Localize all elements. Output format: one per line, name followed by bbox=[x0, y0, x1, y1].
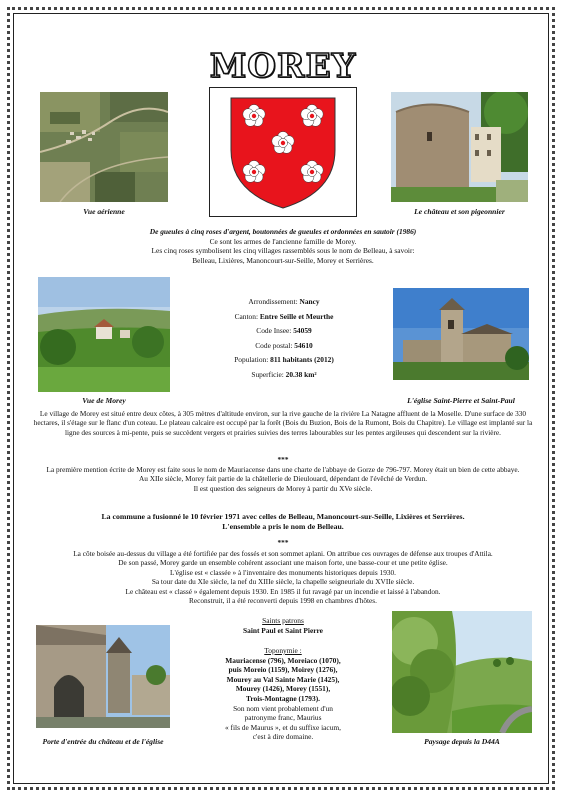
info-canton: Canton: Entre Seille et Meurthe bbox=[234, 311, 334, 321]
blazon-line: Belleau, Lixières, Manoncourt-sur-Seille, Morey et Serrières. bbox=[192, 255, 374, 265]
info-area: Superficie: 20.38 km² bbox=[251, 369, 317, 379]
caption-chateau: Le château et son pigeonnier bbox=[414, 207, 505, 216]
toponymy-line: c'est à dire domaine. bbox=[252, 732, 314, 742]
toponymy-line: « fils de Maurus », et du suffixe iacum, bbox=[224, 722, 342, 732]
caption-church: L'église Saint-Pierre et Saint-Paul bbox=[407, 396, 515, 405]
geography-paragraph: Le village de Morey est situé entre deux côtes, à 305 mètres d'altitude environ, sur la rive gauche de la rivière La Natagne affluent de la Moselle. D'une surface de 330 hectares, il s'étage sur le flanc d'un coteau. Le plateau calcaire est occupé par la forêt (Bois du Buzion, Bois de la Rumont, Bois du Chapitre). Le village est implanté sur la ligne des sources à mi-pente, puis se succèdent vergers et prairies suivies des terres labourables sur les pentes argileuses qui descendent sur la rivière. bbox=[33, 409, 533, 437]
toponymy-label: Toponymie : bbox=[264, 646, 302, 655]
patrons-value: Saint Paul et Saint Pierre bbox=[243, 625, 323, 635]
info-postal: Code postal: 54610 bbox=[255, 340, 313, 350]
history-line: La première mention écrite de Morey est faite sous le nom de Mauriacense dans une charte de l'abbaye de Gorze de 796-797. Morey était un bien de cette abbaye. bbox=[46, 465, 520, 474]
landscape-photo bbox=[392, 611, 532, 733]
heritage-line: De son passé, Morey garde un ensemble cohérent associant une maison forte, une basse-cour et une petite église. bbox=[118, 558, 448, 568]
history-line: Il est question des seigneurs de Morey à partir du XVe siècle. bbox=[193, 483, 373, 493]
caption-gate: Porte d'entrée du château et de l'église bbox=[42, 737, 164, 746]
heritage-line: La côte boisée au-dessus du village a été fortifiée par des fossés et son sommet aplani. On attribue ces ouvrages de défense aux troupes d'Attila. bbox=[73, 549, 493, 558]
heritage-line: Reconstruit, il a été reconverti depuis 1998 en chambres d'hôtes. bbox=[189, 596, 377, 606]
heritage-line: Sa tour date du XIe siècle, la nef du XIIIe siècle, la chapelle seigneuriale du XVIIe siècle. bbox=[151, 577, 415, 587]
blazon-text bbox=[30, 227, 536, 265]
info-insee: Code Insee: 54059 bbox=[256, 326, 312, 336]
blazon-line: Ce sont les armes de l'ancienne famille de Morey. bbox=[209, 236, 357, 246]
info-population: Population: 811 habitants (2012) bbox=[234, 355, 334, 365]
gate-photo bbox=[36, 625, 170, 728]
separator: *** bbox=[277, 538, 289, 547]
heritage-line: L'église est « classée » à l'inventaire des monuments historiques depuis 1930. bbox=[170, 567, 396, 577]
patrons-label: Saints patrons bbox=[262, 616, 304, 625]
separator: *** bbox=[277, 455, 289, 464]
blazon-line: Les cinq roses symbolisent les cinq villages rassemblés sous le nom de Belleau, à savoir: bbox=[151, 246, 415, 256]
coat-of-arms bbox=[209, 87, 357, 217]
blazon-heading: De gueules à cinq roses d'argent, boutonnées de gueules et ordonnées en sautoir (1986) bbox=[149, 227, 417, 236]
toponymy-line: Mauriacense (796), Moreiaco (1070), bbox=[225, 655, 341, 665]
chateau-photo bbox=[391, 92, 528, 202]
toponymy-block bbox=[200, 646, 366, 742]
toponymy-line: Mourey au Val Sainte Marie (1425), bbox=[226, 674, 340, 684]
heritage-line: Le château est « classé » également depuis 1930. En 1985 il fut ravagé par un incendie et laissé à l'abandon. bbox=[125, 586, 441, 596]
heritage-paragraph bbox=[30, 549, 536, 605]
info-arrondissement: Arrondissement: Nancy bbox=[248, 297, 320, 306]
toponymy-line: Trois-Montagne (1793). bbox=[245, 693, 321, 703]
patrons-block bbox=[200, 616, 366, 635]
church-photo bbox=[393, 288, 529, 380]
history-paragraph bbox=[30, 465, 536, 493]
commune-info bbox=[196, 295, 372, 383]
merger-line: L'ensemble a pris le nom de Belleau. bbox=[222, 522, 344, 531]
caption-landscape: Paysage depuis la D44A bbox=[424, 737, 500, 746]
toponymy-line: puis Moreio (1159), Moirey (1276), bbox=[228, 665, 338, 675]
caption-aerial: Vue aérienne bbox=[83, 207, 125, 216]
village-photo bbox=[38, 277, 170, 392]
page-title: MOREY bbox=[209, 46, 357, 85]
toponymy-line: patronyme franc, Maurius bbox=[244, 713, 322, 723]
caption-village: Vue de Morey bbox=[82, 396, 126, 405]
toponymy-line: Mourey (1426), Morey (1551), bbox=[235, 684, 331, 694]
history-line: Au XIIe siècle, Morey fait partie de la châtellerie de Dieulouard, dépendant de l'évêché de Verdun. bbox=[138, 474, 428, 484]
toponymy-line: Son nom vient probablement d'un bbox=[233, 703, 333, 713]
merger-paragraph bbox=[30, 512, 536, 532]
aerial-photo bbox=[40, 92, 168, 202]
merger-line: La commune a fusionné le 10 février 1971 avec celles de Belleau, Manoncourt-sur-Seille, Lixières et Serrières. bbox=[101, 512, 465, 521]
